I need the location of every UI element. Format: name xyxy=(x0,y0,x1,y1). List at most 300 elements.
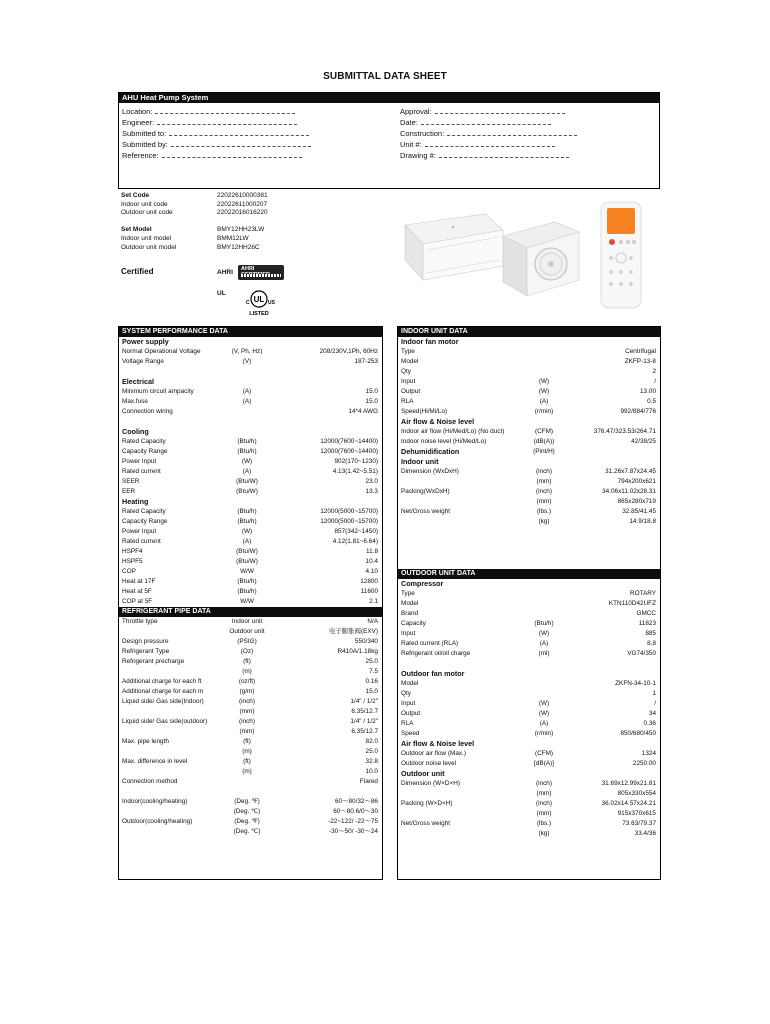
spec-row xyxy=(398,689,660,699)
field-blank-line[interactable] xyxy=(447,129,577,136)
spec-row xyxy=(398,739,660,749)
spec-label: Minimum circuit ampacity xyxy=(122,388,194,395)
spec-unit: (inch) xyxy=(536,800,552,807)
spec-unit: (W) xyxy=(538,710,550,717)
spec-unit: (inch) xyxy=(239,698,255,705)
left-field[interactable] xyxy=(122,139,311,150)
spec-row xyxy=(398,517,660,527)
spec-row xyxy=(119,407,382,417)
spec-label: Outdoor air flow (Max.) xyxy=(401,750,466,757)
spec-label: Rated Capacity xyxy=(122,438,166,445)
spec-value: KTN110D42UFZ xyxy=(608,600,656,607)
spec-unit: (mm) xyxy=(536,478,552,485)
spec-value: Flared xyxy=(359,778,378,785)
spec-unit: W/W xyxy=(240,568,254,575)
spec-label: Capacity xyxy=(401,620,426,627)
product-images xyxy=(395,200,665,310)
spec-row xyxy=(119,597,382,607)
spec-label: Outdoor(cooling/heating) xyxy=(122,818,193,825)
spec-label: SEER xyxy=(122,478,140,485)
spec-label: Additional charge for each ft xyxy=(122,678,202,685)
spec-unit: (W) xyxy=(538,378,550,385)
spec-value: 4.12(1.81~6.64) xyxy=(332,538,378,545)
spec-unit: (Deg. ℉) xyxy=(234,798,260,805)
spec-unit: (ml) xyxy=(538,650,550,657)
spec-unit: (PSIG) xyxy=(237,638,257,645)
spec-value: 34 xyxy=(648,710,656,717)
code-label: Indoor unit code xyxy=(121,200,168,208)
spec-unit: (W) xyxy=(538,700,550,707)
spec-value: 550/340 xyxy=(354,638,378,645)
field-blank-line[interactable] xyxy=(162,151,302,158)
spec-value: 10.4 xyxy=(365,558,378,565)
spec-label: Additional charge for each m xyxy=(122,688,204,695)
spec-unit: (inch) xyxy=(536,780,552,787)
spec-unit: (V, Ph, Hz) xyxy=(231,348,263,355)
spec-value: 915x370x615 xyxy=(617,810,656,817)
field-blank-line[interactable] xyxy=(435,107,565,114)
spec-row xyxy=(119,347,382,357)
spec-row xyxy=(119,507,382,517)
spec-row xyxy=(119,397,382,407)
spec-label: Liquid side/ Gas side(outdoor) xyxy=(122,718,208,725)
spec-row xyxy=(398,779,660,789)
spec-label: Net/Gross weight xyxy=(401,508,451,515)
remote-control-image xyxy=(601,202,641,308)
spec-label: Refrigerant precharge xyxy=(122,658,185,665)
spec-value: Centrifugal xyxy=(625,348,656,355)
spec-unit: (Btu/W) xyxy=(236,488,258,495)
code-row xyxy=(121,218,176,227)
page-title: SUBMITTAL DATA SHEET xyxy=(323,71,447,82)
right-field[interactable] xyxy=(400,139,577,150)
spec-row xyxy=(119,527,382,537)
code-value: BMY12HH23LW xyxy=(217,226,265,234)
spec-value: 电子膨胀阀(EXV) xyxy=(329,628,378,635)
spec-value: 11.8 xyxy=(366,548,378,555)
spec-unit: (mm) xyxy=(239,708,255,715)
project-info-box xyxy=(118,92,660,189)
spec-row xyxy=(398,337,660,347)
spec-label: Input xyxy=(401,630,416,637)
spec-row xyxy=(398,487,660,497)
spec-value: 82.0 xyxy=(365,738,378,745)
spec-label: Dimension (W×D×H) xyxy=(401,780,460,787)
ul-label: UL xyxy=(217,290,226,297)
right-field[interactable] xyxy=(400,117,577,128)
spec-unit: (CFM) xyxy=(534,750,554,757)
spec-unit: (lbs.) xyxy=(536,508,552,515)
spec-unit: (A) xyxy=(242,398,252,405)
spec-unit: (Btu/h) xyxy=(237,588,257,595)
spec-row xyxy=(119,617,382,627)
spec-row xyxy=(398,477,660,487)
spec-unit: (Btu/h) xyxy=(237,518,257,525)
spec-row xyxy=(119,587,382,597)
spec-value: 25.0 xyxy=(365,748,378,755)
spec-label: Air flow & Noise level xyxy=(401,739,475,748)
spec-value: 6.35/12.7 xyxy=(351,728,378,735)
spec-row xyxy=(119,447,382,457)
system-performance-bar: SYSTEM PERFORMANCE DATA xyxy=(119,327,382,337)
spec-unit: (g/m) xyxy=(239,688,255,695)
left-fields xyxy=(122,106,311,161)
spec-value: 60～80.6/0～30 xyxy=(333,808,378,815)
system-type-bar: AHU Heat Pump System xyxy=(119,93,659,103)
spec-label: Outdoor fan motor xyxy=(401,669,465,678)
spec-value: 0.36 xyxy=(643,720,656,727)
spec-row xyxy=(119,747,382,757)
spec-value: R410A/1.18kg xyxy=(337,648,378,655)
spec-label: Net/Gross weight xyxy=(401,820,451,827)
spec-label: Speed(Hi/Mi/Lo) xyxy=(401,408,448,415)
spec-label: Model xyxy=(401,680,419,687)
field-label: Submitted to: xyxy=(122,129,167,138)
spec-label: Indoor(cooling/heating) xyxy=(122,798,188,805)
field-blank-line[interactable] xyxy=(157,118,297,125)
right-field[interactable] xyxy=(400,128,577,139)
spec-row xyxy=(119,427,382,437)
spec-label: Packing (W×D×H) xyxy=(401,800,453,807)
code-label: Indoor unit model xyxy=(121,234,172,242)
svg-text:US: US xyxy=(268,300,275,306)
spec-label: Power supply xyxy=(122,337,169,346)
spec-row xyxy=(119,497,382,507)
spec-label: Outdoor noise level xyxy=(401,760,457,767)
ahri-logo: AHRI xyxy=(238,265,284,280)
spec-value: 1/4" / 1/2" xyxy=(350,698,378,705)
spec-value: 10.0 xyxy=(365,768,378,775)
spec-unit: (A) xyxy=(242,468,252,475)
spec-value: 208/230V,1Ph, 60Hz xyxy=(319,348,378,355)
spec-unit: Outdoor unit xyxy=(229,628,265,635)
spec-row xyxy=(119,737,382,747)
section-bar: REFRIGERANT PIPE DATA xyxy=(119,607,382,617)
spec-label: Input xyxy=(401,378,416,385)
field-blank-line[interactable] xyxy=(421,118,551,125)
spec-value: ZKFN-34-10-1 xyxy=(615,680,656,687)
svg-text:LISTED: LISTED xyxy=(249,311,269,317)
spec-value: 15.0 xyxy=(365,398,378,405)
spec-row xyxy=(119,627,382,637)
spec-unit: (W) xyxy=(241,528,253,535)
spec-row xyxy=(119,807,382,817)
code-value: 22022611000207 xyxy=(217,200,268,208)
spec-row xyxy=(119,677,382,687)
spec-value: 32.85/41.45 xyxy=(622,508,656,515)
spec-value: 73.63/79.37 xyxy=(622,820,656,827)
spec-row xyxy=(398,639,660,649)
spec-row xyxy=(119,377,382,387)
spec-row xyxy=(119,417,382,427)
spec-row xyxy=(398,709,660,719)
field-blank-line[interactable] xyxy=(425,140,555,147)
spec-value: 2250.00 xyxy=(632,760,656,767)
spec-label: Max. pipe length xyxy=(122,738,169,745)
spec-value: 11823 xyxy=(638,620,656,627)
spec-row xyxy=(398,437,660,447)
outdoor-unit-bar: OUTDOOR UNIT DATA xyxy=(398,569,660,579)
spec-label: Outdoor unit xyxy=(401,769,445,778)
indoor-unit-bar: INDOOR UNIT DATA xyxy=(398,327,660,337)
spec-row xyxy=(398,457,660,467)
spec-value: 14*4 AWG xyxy=(348,408,378,415)
spec-unit: (oz/ft) xyxy=(238,678,256,685)
spec-value: 8.8 xyxy=(647,640,656,647)
spec-value: 12000(5000~15700) xyxy=(320,508,378,515)
spec-row xyxy=(119,707,382,717)
spec-label: Brand xyxy=(401,610,419,617)
code-label: Outdoor unit model xyxy=(121,243,177,251)
spec-unit: (Pint/H) xyxy=(533,448,555,455)
spec-label: COP xyxy=(122,568,136,575)
field-blank-line[interactable] xyxy=(171,140,311,147)
spec-unit: (kg) xyxy=(538,830,550,837)
left-field[interactable] xyxy=(122,117,311,128)
spec-label: Output xyxy=(401,388,421,395)
spec-label: Normal Operational Voltage xyxy=(122,348,201,355)
code-value: BMM12LW xyxy=(217,234,249,242)
spec-unit: (A) xyxy=(539,398,549,405)
spec-row xyxy=(119,817,382,827)
field-blank-line[interactable] xyxy=(155,107,295,114)
spec-row xyxy=(119,767,382,777)
spec-row xyxy=(119,577,382,587)
unit-codes xyxy=(121,192,268,252)
spec-row xyxy=(398,789,660,799)
spec-row xyxy=(119,457,382,467)
spec-label: Output xyxy=(401,710,421,717)
spec-row xyxy=(398,357,660,367)
spec-unit: (V) xyxy=(242,358,252,365)
spec-unit: (W) xyxy=(241,458,253,465)
spec-value: 1 xyxy=(652,690,656,697)
spec-label: Capacity Range xyxy=(122,518,168,525)
spec-label: Indoor noise level (Hi/Med/Lo) xyxy=(401,438,487,445)
spec-row xyxy=(119,717,382,727)
spec-unit: (Btu/h) xyxy=(237,508,257,515)
spec-label: Refrigerant Type xyxy=(122,648,170,655)
spec-value: / xyxy=(654,700,656,707)
spec-value: / xyxy=(654,378,656,385)
spec-label: Liquid side/ Gas side(Indoor) xyxy=(122,698,204,705)
spec-label: Compressor xyxy=(401,579,444,588)
spec-value: 794x200x621 xyxy=(617,478,656,485)
spec-value: 865x280x719 xyxy=(617,498,656,505)
spec-unit: W/W xyxy=(240,598,254,605)
spec-label: Rated Capacity xyxy=(122,508,166,515)
spec-row xyxy=(398,799,660,809)
spec-row xyxy=(119,537,382,547)
spec-unit: (W) xyxy=(538,630,550,637)
spec-unit: (Btu/W) xyxy=(236,548,258,555)
spec-row xyxy=(119,487,382,497)
spec-row xyxy=(119,467,382,477)
field-label: Date: xyxy=(400,118,418,127)
spec-unit: (Btu/h) xyxy=(237,578,257,585)
spec-label: Indoor air flow (Hi/Med/Lo) (No duct) xyxy=(401,428,505,435)
spec-value: GMCC xyxy=(636,610,656,617)
spec-unit: (Btu/h) xyxy=(237,438,257,445)
spec-value: ZKFP-13-8 xyxy=(624,358,656,365)
spec-label: Type xyxy=(401,590,415,597)
spec-row xyxy=(398,759,660,769)
indoor-unit-image xyxy=(405,214,503,280)
spec-unit: Indoor unit xyxy=(231,618,263,625)
spec-value: 36.02x14.57x24.21 xyxy=(601,800,656,807)
spec-row xyxy=(398,467,660,477)
spec-row xyxy=(398,599,660,609)
spec-label: Indoor fan motor xyxy=(401,337,459,346)
spec-label: Heat at 17F xyxy=(122,578,156,585)
field-label: Approval: xyxy=(400,107,432,116)
spec-label: Heat at 5F xyxy=(122,588,152,595)
spec-label: Power Input xyxy=(122,458,157,465)
spec-row xyxy=(398,397,660,407)
spec-unit: (inch) xyxy=(536,488,552,495)
spec-row xyxy=(398,387,660,397)
spec-label: Indoor unit xyxy=(401,457,439,466)
spec-row xyxy=(398,347,660,357)
field-blank-line[interactable] xyxy=(169,129,309,136)
spec-value: 12800 xyxy=(360,578,378,585)
spec-value: 13.3 xyxy=(365,488,378,495)
ul-listed-logo xyxy=(240,288,280,318)
spec-label: Air flow & Noise level xyxy=(401,417,475,426)
spec-label: Throttle type xyxy=(122,618,158,625)
code-label: Outdoor unit code xyxy=(121,209,173,217)
code-row xyxy=(121,192,268,201)
spec-value: 25.0 xyxy=(365,658,378,665)
spec-value: 42/38/25 xyxy=(631,438,656,445)
code-value: 22022016016220 xyxy=(217,209,268,217)
spec-value: 13.00 xyxy=(640,388,656,395)
spec-unit: (kg) xyxy=(538,518,550,525)
spec-row xyxy=(398,507,660,517)
spec-label: Power Input xyxy=(122,528,157,535)
spec-value: 902(170~1230) xyxy=(334,458,378,465)
spec-row xyxy=(119,477,382,487)
spec-label: Qty xyxy=(401,690,411,697)
spec-value: 2 xyxy=(652,368,656,375)
left-field[interactable] xyxy=(122,150,311,161)
spec-label: EER xyxy=(122,488,136,495)
spec-value: 4.13(1.42~5.51) xyxy=(332,468,378,475)
spec-value: 6.35/12.7 xyxy=(351,708,378,715)
spec-label: Connection wiring xyxy=(122,408,173,415)
spec-row xyxy=(398,699,660,709)
spec-label: Capacity Range xyxy=(122,448,168,455)
spec-row xyxy=(398,609,660,619)
code-row xyxy=(121,243,260,253)
spec-row xyxy=(398,819,660,829)
spec-label: Design pressure xyxy=(122,638,169,645)
spec-row xyxy=(119,557,382,567)
spec-unit: (inch) xyxy=(536,468,552,475)
spec-value: 1/4" / 1/2" xyxy=(350,718,378,725)
spec-unit: (CFM) xyxy=(534,428,554,435)
spec-value: 12000(7600~14400) xyxy=(320,448,378,455)
spec-unit: (ft) xyxy=(243,658,251,665)
spec-row xyxy=(119,667,382,677)
spec-row xyxy=(119,697,382,707)
indoor-unit-section xyxy=(397,326,661,880)
spec-row xyxy=(398,769,660,779)
spec-unit: (dB(A)) xyxy=(533,438,555,445)
spec-label: Packing(WxDxH) xyxy=(401,488,450,495)
spec-row xyxy=(398,729,660,739)
spec-unit: (Btu/W) xyxy=(236,558,258,565)
field-label: Drawing #: xyxy=(400,151,436,160)
code-value: BMY12HH26C xyxy=(217,243,260,251)
outdoor-unit-rows xyxy=(398,579,660,839)
spec-row xyxy=(398,809,660,819)
spec-unit: (Btu/h) xyxy=(237,448,257,455)
spec-label: HSPF4 xyxy=(122,548,143,555)
spec-row xyxy=(119,357,382,367)
right-field[interactable] xyxy=(400,150,577,161)
spec-unit: (A) xyxy=(242,538,252,545)
code-row xyxy=(121,209,268,218)
spec-value: 23.0 xyxy=(365,478,378,485)
spec-value: 12000(7600~14400) xyxy=(320,438,378,445)
spec-value: 15.0 xyxy=(365,688,378,695)
spec-unit: (ft) xyxy=(243,738,251,745)
spec-label: Rated current (RLA) xyxy=(401,640,459,647)
spec-unit: (Deg. ℃) xyxy=(233,828,261,835)
left-field[interactable] xyxy=(122,106,311,117)
spec-label: Cooling xyxy=(122,427,149,436)
field-label: Engineer: xyxy=(122,118,155,127)
code-label: Set Model xyxy=(121,226,152,234)
field-blank-line[interactable] xyxy=(439,151,569,158)
spec-row xyxy=(119,787,382,797)
spec-label: Rated current xyxy=(122,538,161,545)
spec-row xyxy=(398,579,660,589)
spec-unit: (inch) xyxy=(239,718,255,725)
right-fields xyxy=(400,106,577,161)
spec-label: Speed xyxy=(401,730,420,737)
right-field[interactable] xyxy=(400,106,577,117)
spec-row xyxy=(398,417,660,427)
spec-row xyxy=(398,497,660,507)
spec-unit: [dB(A)] xyxy=(534,760,554,767)
spec-unit: (Deg. ℃) xyxy=(233,808,261,815)
certified-label: Certified xyxy=(121,267,154,276)
spec-unit: (r/min) xyxy=(534,730,554,737)
spec-unit: (A) xyxy=(242,388,252,395)
spec-label: Connection method xyxy=(122,778,178,785)
spec-unit: (Deg. ℉) xyxy=(234,818,260,825)
system-performance-rows xyxy=(119,337,382,837)
spec-value: 4.10 xyxy=(365,568,378,575)
spec-row xyxy=(398,659,660,669)
spec-unit: (m) xyxy=(242,668,252,675)
svg-text:C: C xyxy=(246,300,250,306)
spec-value: 0.5 xyxy=(647,398,656,405)
spec-value: 31.69x12.99x21.81 xyxy=(601,780,656,787)
code-label: Set Code xyxy=(121,192,150,199)
spec-label: Max. difference in level xyxy=(122,758,188,765)
left-field[interactable] xyxy=(122,128,311,139)
spec-unit: (W) xyxy=(538,388,550,395)
spec-row xyxy=(119,727,382,737)
ahri-label: AHRI xyxy=(217,269,233,276)
spec-unit: (m) xyxy=(242,768,252,775)
spec-value: 31.26x7.87x24.45 xyxy=(605,468,656,475)
spec-label: RLA xyxy=(401,398,414,405)
spec-row xyxy=(119,797,382,807)
